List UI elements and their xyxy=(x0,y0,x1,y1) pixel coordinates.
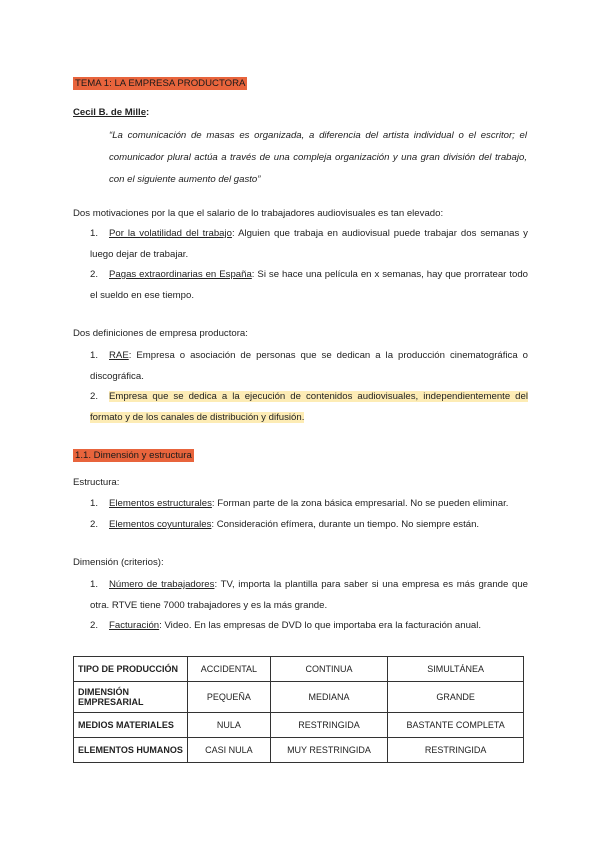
list-item: 1. RAE: Empresa o asociación de personas que se dedican a la producción cinematográfica o discográfica. xyxy=(90,350,528,382)
list-item: 1. Número de trabajadores: TV, importa la plantilla para saber si una empresa es más grande que otra. RTVE tiene 7000 trabajadores y es la más grande. xyxy=(90,579,528,611)
row-header: ELEMENTOS HUMANOS xyxy=(74,738,188,763)
table-cell: GRANDE xyxy=(388,682,524,713)
cecil-colon: : xyxy=(146,107,150,118)
section-heading: 1.1. Dimensión y estructura xyxy=(75,450,192,461)
definiciones-intro: Dos definiciones de empresa productora: xyxy=(73,328,248,339)
table-cell: CASI NULA xyxy=(188,738,271,763)
row-header: DIMENSIÓN EMPRESARIAL xyxy=(74,682,188,713)
table-cell: SIMULTÁNEA xyxy=(388,657,524,682)
table-cell: CONTINUA xyxy=(270,657,388,682)
table-cell: MUY RESTRINGIDA xyxy=(270,738,388,763)
section-heading-wrap xyxy=(73,450,194,461)
dimension-intro: Dimensión (criterios): xyxy=(73,557,164,568)
table-row xyxy=(74,713,524,738)
row-header: TIPO DE PRODUCCIÓN xyxy=(74,657,188,682)
table-cell: RESTRINGIDA xyxy=(270,713,388,738)
table-cell: ACCIDENTAL xyxy=(188,657,271,682)
estructura-intro: Estructura: xyxy=(73,477,120,488)
table-cell: RESTRINGIDA xyxy=(388,738,524,763)
highlighted-definition: Empresa que se dedica a la ejecución de contenidos audiovisuales, independientemente del formato y de los canales de distribución y difusión. xyxy=(90,391,528,423)
list-item: 2. Elementos coyunturales: Consideración efímera, durante un tiempo. No siempre están. xyxy=(90,519,480,530)
list-item: 2. Empresa que se dedica a la ejecución de contenidos audiovisuales, independientemente del formato y de los canales de distribución y difusión. xyxy=(90,391,528,423)
list-item: 1. Por la volatilidad del trabajo: Alguien que trabaja en audiovisual puede trabajar dos semanas y luego dejar de trabajar. xyxy=(90,228,528,260)
list-item: 2. Facturación: Video. En las empresas de DVD lo que importaba era la facturación anual. xyxy=(90,620,482,631)
table-row xyxy=(74,682,524,713)
cecil-heading xyxy=(73,107,149,118)
table-cell: BASTANTE COMPLETA xyxy=(388,713,524,738)
list-item: 2. Pagas extraordinarias en España: Si se hace una película en x semanas, hay que prorratear todo el sueldo en ese tiempo. xyxy=(90,269,528,301)
cecil-quote: “La comunicación de masas es organizada, a diferencia del artista individual o el escritor; el comunicador plural actúa a través de una compleja organización y una gran división del trabajo, con el siguiente aumento del gasto” xyxy=(109,130,527,185)
production-table xyxy=(73,656,524,763)
page-title: TEMA 1: LA EMPRESA PRODUCTORA xyxy=(75,78,246,89)
motivaciones-intro: Dos motivaciones por la que el salario de lo trabajadores audiovisuales es tan elevado: xyxy=(73,208,444,219)
list-item: 1. Elementos estructurales: Forman parte de la zona básica empresarial. No se pueden eliminar. xyxy=(90,498,509,509)
table-cell: MEDIANA xyxy=(270,682,388,713)
cecil-name: Cecil B. de Mille xyxy=(73,107,147,118)
page-title-wrap xyxy=(73,78,247,89)
table-row xyxy=(74,657,524,682)
table-cell: PEQUEÑA xyxy=(188,682,271,713)
table-cell: NULA xyxy=(188,713,271,738)
table-row xyxy=(74,738,524,763)
row-header: MEDIOS MATERIALES xyxy=(74,713,188,738)
